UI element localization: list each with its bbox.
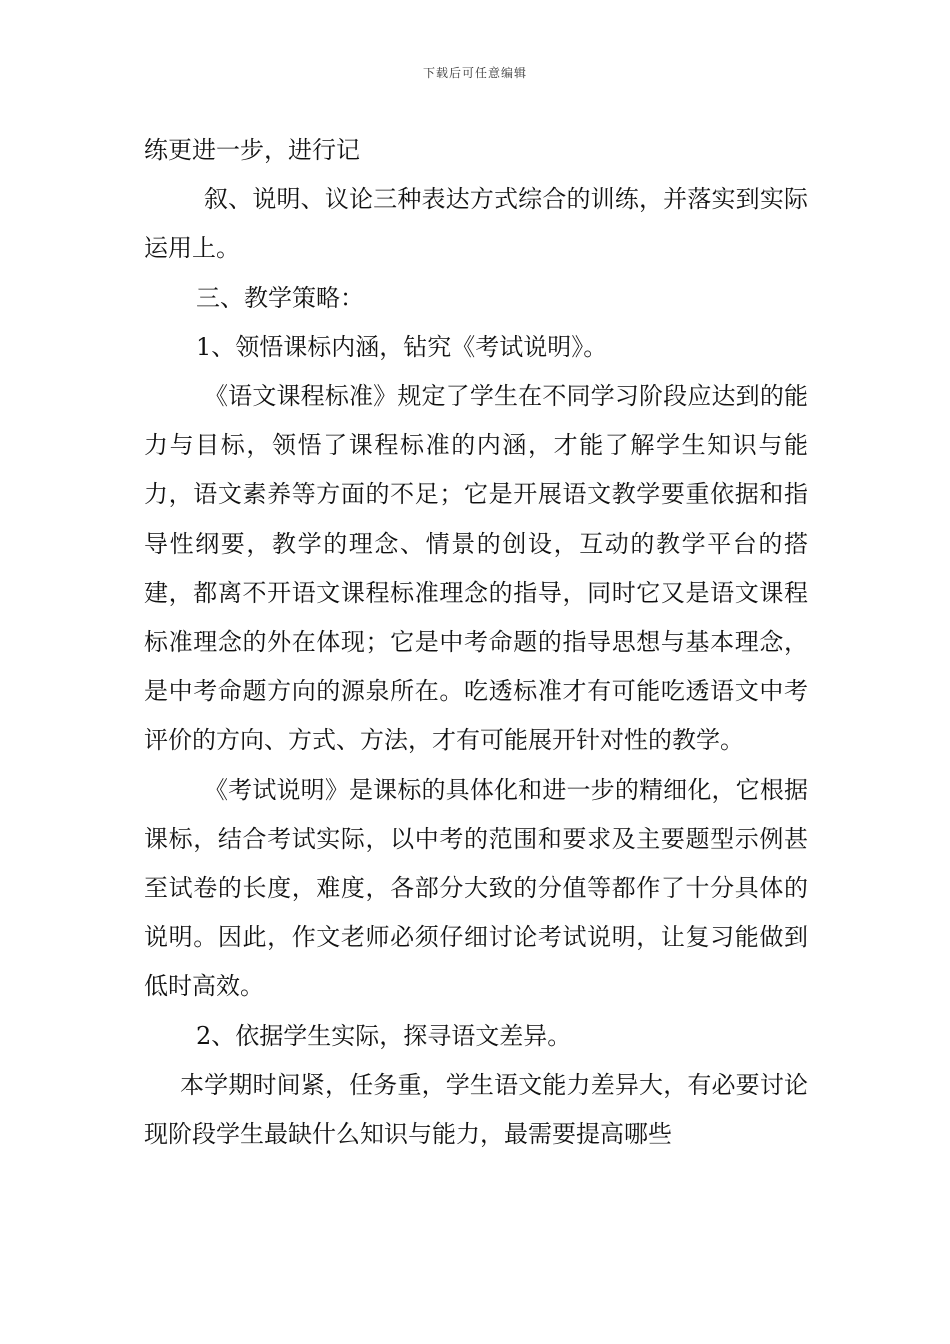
subheading-curriculum-standards: 1、领悟课标内涵，钻究《考试说明》。 (196, 332, 608, 361)
subheading-student-reality: 2、依据学生实际，探寻语文差异。 (196, 1021, 572, 1050)
paragraph-semester-plan: 本学期时间紧，任务重，学生语文能力差异大，有必要讨论现阶段学生最缺什么知识与能力，最需要提高哪些 (144, 1070, 808, 1149)
paragraph-expression-training: 叙、说明、议论三种表达方式综合的训练，并落实到实际运用上。 (144, 185, 808, 263)
paragraph-fragment: 练更进一步，进行记 (144, 136, 360, 164)
page-header: 下载后可任意编辑 (422, 66, 527, 80)
section-heading-teaching-strategy: 三、教学策略： (196, 283, 364, 312)
paragraph-curriculum-standards: 《语文课程标准》规定了学生在不同学习阶段应达到的能力与目标，领悟了课程标准的内涵，才能了解学生知识与能力，语文素养等方面的不足；它是开展语文教学要重依据和指导性纲要，教学的理念、情景的创设，互动的教学平台的搭建，都离不开语文课程标准理念的指导，同时它又是语文课程标准理念的外在体现；它是中考命题的指导思想与基本理念，是中考命题方向的源泉所在。吃透标准才有可能吃透语文中考评价的方向、方式、方法，才有可能展开针对性的教学。 (144, 382, 808, 755)
paragraph-exam-description: 《考试说明》是课标的具体化和进一步的精细化，它根据课标，结合考试实际，以中考的范围和要求及主要题型示例甚至试卷的长度，难度，各部分大致的分值等都作了十分具体的说明。因此，作文老师必须仔细讨论考试说明，让复习能做到低时高效。 (144, 775, 808, 1001)
document-body (144, 126, 808, 1159)
